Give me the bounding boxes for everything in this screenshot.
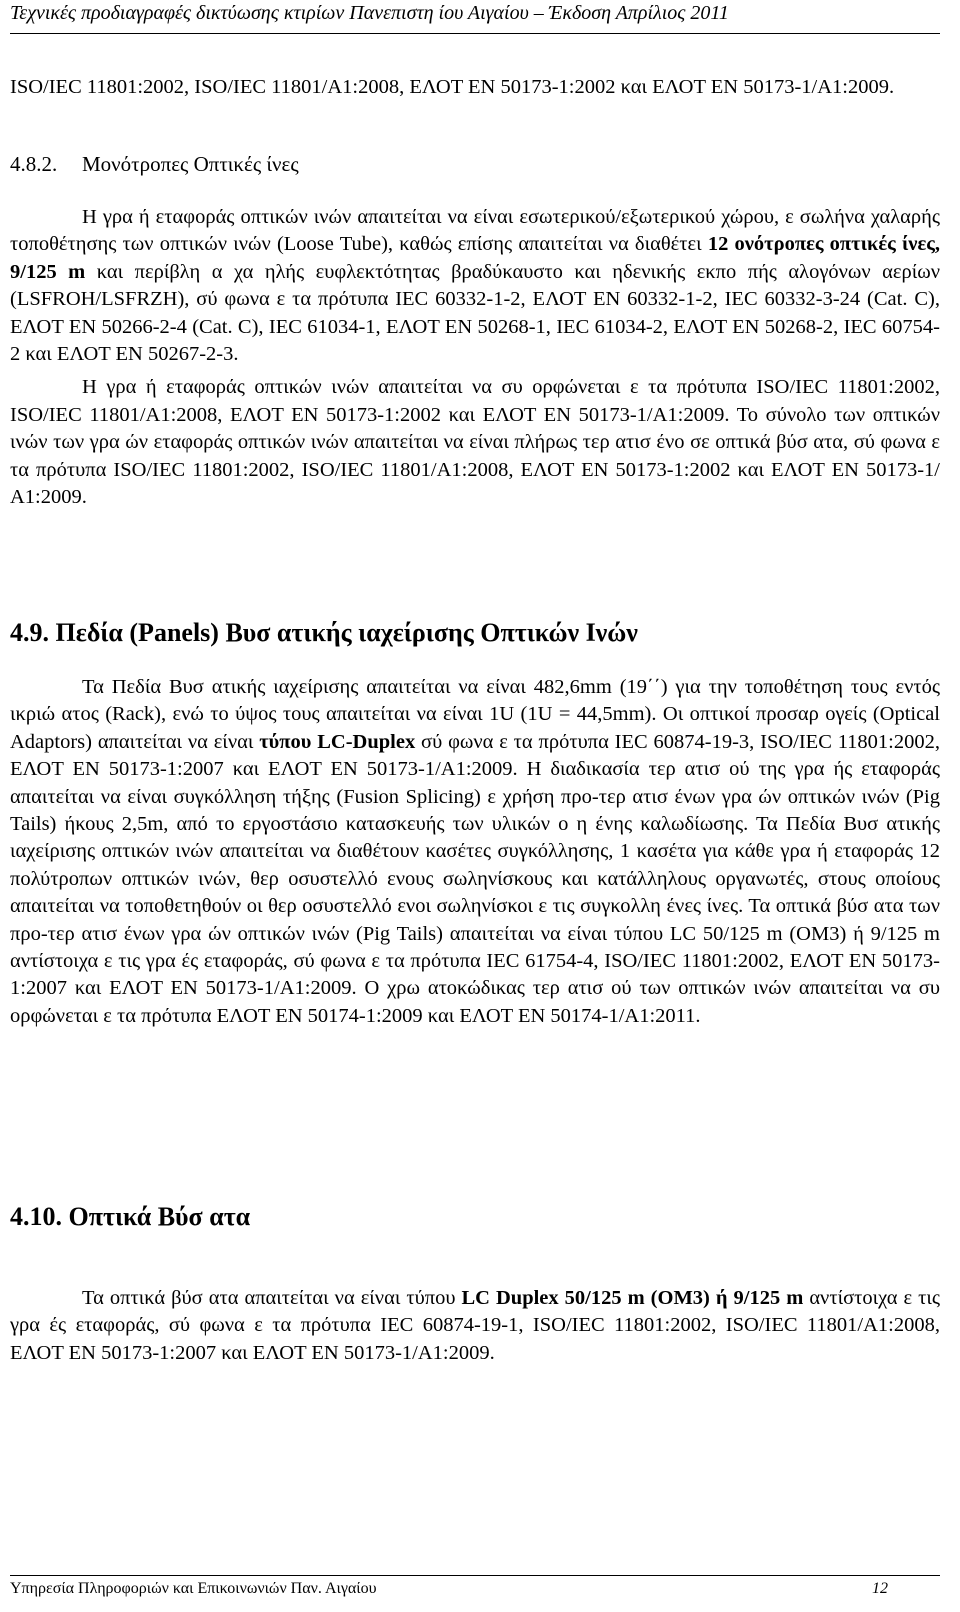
running-footer bbox=[10, 1578, 940, 1600]
section-4-10-body bbox=[10, 1285, 940, 1367]
section-title: Μονότροπες Οπτικές ίνες bbox=[82, 152, 299, 176]
footer-rule bbox=[10, 1575, 940, 1576]
section-4-9-body bbox=[10, 674, 940, 1030]
continuation-paragraph bbox=[10, 74, 940, 101]
section-4-8-2-heading bbox=[10, 151, 940, 178]
section-4-10-heading bbox=[10, 1201, 940, 1233]
section-title: Πεδία (Panels) Βυσ ατικής ιαχείρισης Οπτικών Ινών bbox=[55, 618, 638, 647]
running-header: Τεχνικές προδιαγραφές δικτύωσης κτιρίων Πανεπιστη ίου Αιγαίου – Έκδοση Απρίλιος 2011 bbox=[10, 2, 729, 24]
paragraph: Τα Πεδία Βυσ ατικής ιαχείρισης απαιτείται να είναι 482,6mm (19΄΄) για την τοποθέτηση τους εντός ικριώ ατος (Rack), ενώ το ύψος τους απαιτείται να είναι 1U (1U = 44,5mm). Οι οπτικοί προσαρ ογείς (Optical Adaptors) απαιτείται να είναι τύπου LC-Duplex σύ φωνα ε τα πρότυπα IEC 60874-19-3, ISO/IEC 11801:2002, ΕΛΟΤ EN 50173-1:2007 και ΕΛΟΤ ΕΝ 50173-1/Α1:2009. Η διαδικασία τερ ατισ ού της γρα ής εταφοράς απαιτείται να είναι συγκόλληση τήξης (Fusion Splicing) ε χρήση προ-τερ ατισ ένων γρα ών οπτικών ινών (Pig Tails) ήκους 2,5m, από το εργοστάσιο κατασκευής των υλικών ο η ένης καλωδίωσης. Τα Πεδία Βυσ ατικής ιαχείρισης οπτικών ινών απαιτείται να διαθέτουν κασέτες συγκόλλησης, 1 κασέτα για κάθε γρα ή εταφοράς 12 πολύτροπων οπτικών ινών, θερ οσυστελλό ενους σωληνίσκους και κατάλληλους οργανωτές, στους οποίους απαιτείται να τοποθετηθούν οι θερ οσυστελλό ενοι σωληνίσκοι ε τις συγκολλη ένες ίνες. Τα οπτικά βύσ ατα των προ-τερ ατισ ένων γρα ών οπτικών ινών (Pig Tails) απαιτείται να είναι τύπου LC 50/125 m (OM3) ή 9/125 m αντίστοιχα ε τις γρα ές εταφοράς, σύ φωνα ε τα πρότυπα IEC 61754-4, ISO/IEC 11801:2002, ΕΛΟΤ EN 50173-1:2007 και ΕΛΟΤ ΕΝ 50173-1/Α1:2009. Ο χρω ατοκώδικας τερ ατισ ού των οπτικών ινών απαιτείται να συ ορφώνεται ε τα πρότυπα ΕΛΟΤ ΕΝ 50174-1:2009 και ΕΛΟΤ ΕΝ 50174-1/Α1:2011. bbox=[10, 676, 941, 1027]
page-number: 12 bbox=[872, 1580, 888, 1597]
paragraph: Η γρα ή εταφοράς οπτικών ινών απαιτείται να είναι εσωτερικού/εξωτερικού χώρου, ε σωλήνα χαλαρής τοποθέτησης των οπτικών ινών (Loose Tube), καθώς επίσης απαιτείται να διαθέτει 12 ονότροπες οπτικές ίνες, 9/125 m και περίβλη α χα ηλής ευφλεκτότητας βραδύκαυστο και ηδενικής εκπο πής αλογόνων αερίων (LSFROH/LSFRZH), σύ φωνα ε τα πρότυπα IEC 60332-1-2, ΕΛΟΤ ΕΝ 60332-1-2, IEC 60332-3-24 (Cat. C), ΕΛΟΤ ΕΝ 50266-2-4 (Cat. C), IEC 61034-1, ΕΛΟΤ ΕΝ 50268-1, IEC 61034-2, ΕΛΟΤ ΕΝ 50268-2, IEC 60754-2 και ΕΛΟΤ ΕΝ 50267-2-3. bbox=[10, 206, 941, 366]
header-rule bbox=[10, 33, 940, 34]
paragraph: Τα οπτικά βύσ ατα απαιτείται να είναι τύπου LC Duplex 50/125 m (OM3) ή 9/125 m αντίστοιχα ε τις γρα ές εταφοράς, σύ φωνα ε τα πρότυπα IEC 60874-19-1, ISO/IEC 11801:2002, ISO/IEC 11801/A1:2008, ΕΛΟΤ EN 50173-1:2007 και ΕΛΟΤ ΕΝ 50173-1/Α1:2009. bbox=[10, 1287, 941, 1364]
top-paragraph: ISO/IEC 11801:2002, ISO/IEC 11801/A1:2008, ΕΛΟΤ EN 50173-1:2002 και ΕΛΟΤ ΕΝ 50173-1/Α1:2009. bbox=[10, 76, 895, 98]
section-number: 4.8.2. bbox=[10, 152, 58, 176]
section-number: 4.10. bbox=[10, 1202, 62, 1231]
section-4-8-2-body bbox=[10, 204, 940, 511]
section-title: Οπτικά Βύσ ατα bbox=[68, 1202, 251, 1231]
paragraph: Η γρα ή εταφοράς οπτικών ινών απαιτείται να συ ορφώνεται ε τα πρότυπα ISO/IEC 11801:2002, ISO/IEC 11801/A1:2008, ΕΛΟΤ EN 50173-1:2002 και ΕΛΟΤ ΕΝ 50173-1/Α1:2009. Το σύνολο των οπτικών ινών των γρα ών εταφοράς οπτικών ινών απαιτείται να είναι πλήρως τερ ατισ ένο σε οπτικά βύσ ατα, σύ φωνα ε τα πρότυπα ISO/IEC 11801:2002, ISO/IEC 11801/A1:2008, ΕΛΟΤ EN 50173-1:2002 και ΕΛΟΤ ΕΝ 50173-1/Α1:2009. bbox=[10, 376, 940, 509]
section-number: 4.9. bbox=[10, 618, 49, 647]
footer-text: Υπηρεσία Πληροφοριών και Επικοινωνιών Παν. Αιγαίου bbox=[10, 1580, 377, 1597]
section-4-9-heading bbox=[10, 617, 940, 649]
